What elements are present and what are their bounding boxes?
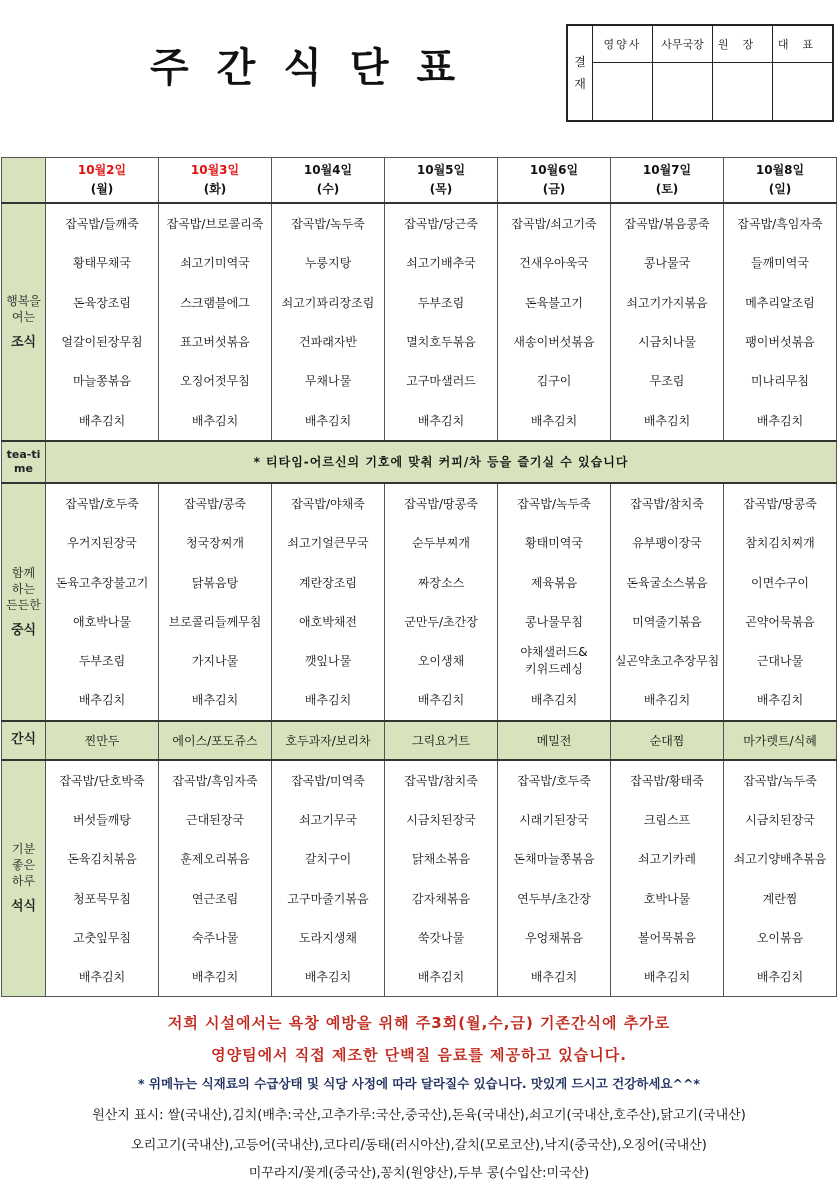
menu-item: 돈육불고기 xyxy=(498,283,611,322)
menu-item: 돈육장조림 xyxy=(46,283,159,322)
menu-item: 쇠고기가지볶음 xyxy=(611,283,724,322)
menu-item: 무조림 xyxy=(611,361,724,400)
menu-item: 볼어묵볶음 xyxy=(611,918,724,957)
menu-item: 누룽지탕 xyxy=(272,243,385,282)
date-cell: 10월5일 (목) xyxy=(385,158,498,204)
origin-line-2: 오리고기(국내산),고등어(국내산),코다리/동태(러시아산),갈치(모로코산),낙지(중국산),오징어(국내산) xyxy=(131,1138,707,1153)
menu-item: 쇠고기배추국 xyxy=(385,243,498,282)
menu-item: 잡곡밥/쇠고기죽 xyxy=(498,203,611,243)
menu-item: 유부팽이장국 xyxy=(611,523,724,562)
menu-item: 잡곡밥/야채죽 xyxy=(272,483,385,523)
menu-item: 황태무채국 xyxy=(46,243,159,282)
menu-item: 고구마줄기볶음 xyxy=(272,878,385,917)
approval-col-director[interactable]: 원장 xyxy=(713,26,773,120)
menu-item: 잡곡밥/흑임자죽 xyxy=(159,760,272,800)
menu-item: 배추김치 xyxy=(159,680,272,720)
menu-item: 잡곡밥/호두죽 xyxy=(498,760,611,800)
menu-item: 제육볶음 xyxy=(498,562,611,601)
menu-item: 근대된장국 xyxy=(159,800,272,839)
lunch-label: 함께 하는 든든한 중식 xyxy=(2,483,46,721)
menu-item: 배추김치 xyxy=(46,957,159,997)
menu-item: 잡곡밥/브로콜리죽 xyxy=(159,203,272,243)
menu-item: 잡곡밥/녹두죽 xyxy=(272,203,385,243)
menu-item: 짜장소스 xyxy=(385,562,498,601)
menu-item: 들깨미역국 xyxy=(724,243,837,282)
snack-item: 호두과자/보리차 xyxy=(272,721,385,760)
menu-item: 잡곡밥/미역죽 xyxy=(272,760,385,800)
dinner-row xyxy=(2,760,837,800)
menu-item: 쇠고기미역국 xyxy=(159,243,272,282)
menu-item: 우거지된장국 xyxy=(46,523,159,562)
snack-item: 순대찜 xyxy=(611,721,724,760)
origin-line-1: 원산지 표시: 쌀(국내산),김치(배추:국산,고추가루:국산,중국산),돈육(국내산),쇠고기(국내산,호주산),닭고기(국내산) xyxy=(92,1108,746,1123)
menu-item: 배추김치 xyxy=(385,680,498,720)
menu-item: 크림스프 xyxy=(611,800,724,839)
menu-item: 훈제오리볶음 xyxy=(159,839,272,878)
menu-item: 연두부/초간장 xyxy=(498,878,611,917)
menu-item: 오징어젓무침 xyxy=(159,361,272,400)
menu-item: 오이볶음 xyxy=(724,918,837,957)
menu-item: 배추김치 xyxy=(272,957,385,997)
menu-item: 배추김치 xyxy=(159,957,272,997)
snack-item: 찐만두 xyxy=(46,721,159,760)
menu-item: 돈육김치볶음 xyxy=(46,839,159,878)
menu-item: 배추김치 xyxy=(46,400,159,440)
menu-item: 순두부찌개 xyxy=(385,523,498,562)
menu-item: 브로콜리들께무침 xyxy=(159,602,272,641)
notice-line-3: * 위메뉴는 식재료의 수급상태 및 식당 사정에 따라 달라질수 있습니다. 맛있게 드시고 건강하세요^^* xyxy=(138,1076,700,1091)
approval-col-nutritionist[interactable]: 영양사 xyxy=(593,26,653,120)
menu-item: 청국장찌개 xyxy=(159,523,272,562)
menu-item: 배추김치 xyxy=(724,400,837,440)
menu-item: 근대나물 xyxy=(724,641,837,680)
menu-item: 시래기된장국 xyxy=(498,800,611,839)
menu-item: 버섯들깨탕 xyxy=(46,800,159,839)
menu-item: 새송이버섯볶음 xyxy=(498,322,611,361)
menu-item: 배추김치 xyxy=(385,957,498,997)
menu-item: 마늘쫑볶음 xyxy=(46,361,159,400)
teatime-label: tea-time xyxy=(2,441,46,483)
breakfast-row xyxy=(2,203,837,243)
menu-item: 배추김치 xyxy=(159,400,272,440)
teatime-row xyxy=(2,441,837,483)
snack-item: 에이스/포도쥬스 xyxy=(159,721,272,760)
menu-item: 잡곡밥/참치죽 xyxy=(385,760,498,800)
lunch-row xyxy=(2,641,837,680)
lunch-row xyxy=(2,483,837,523)
dinner-label: 기분 좋은 하루 석식 xyxy=(2,760,46,997)
date-cell: 10월3일 (화) xyxy=(159,158,272,204)
menu-item: 잡곡밥/참치죽 xyxy=(611,483,724,523)
breakfast-row xyxy=(2,243,837,282)
menu-item: 애호박나물 xyxy=(46,602,159,641)
menu-item: 고구마샐러드 xyxy=(385,361,498,400)
menu-item: 배추김치 xyxy=(724,680,837,720)
menu-item: 콩나물무침 xyxy=(498,602,611,641)
menu-item: 잡곡밥/흑임자죽 xyxy=(724,203,837,243)
menu-item: 시금치된장국 xyxy=(724,800,837,839)
menu-item: 건파래자반 xyxy=(272,322,385,361)
menu-item: 도라지생채 xyxy=(272,918,385,957)
menu-item: 배추김치 xyxy=(385,400,498,440)
menu-item: 잡곡밥/콩죽 xyxy=(159,483,272,523)
breakfast-row xyxy=(2,361,837,400)
menu-item: 멸치호두볶음 xyxy=(385,322,498,361)
menu-item: 잡곡밥/녹두죽 xyxy=(724,760,837,800)
menu-item: 돈육굴소스볶음 xyxy=(611,562,724,601)
menu-item: 배추김치 xyxy=(272,680,385,720)
menu-item: 메추리알조림 xyxy=(724,283,837,322)
menu-item: 쇠고기카레 xyxy=(611,839,724,878)
snack-item: 메밀전 xyxy=(498,721,611,760)
menu-item: 잡곡밥/호두죽 xyxy=(46,483,159,523)
menu-item: 배추김치 xyxy=(611,400,724,440)
weekly-menu-table xyxy=(1,157,837,997)
menu-item: 얼갈이된장무침 xyxy=(46,322,159,361)
date-cell: 10월6일 (금) xyxy=(498,158,611,204)
menu-item: 배추김치 xyxy=(498,400,611,440)
approval-box xyxy=(566,24,834,122)
menu-item: 미역줄기볶음 xyxy=(611,602,724,641)
menu-item: 쇠고기얼큰무국 xyxy=(272,523,385,562)
menu-item: 잡곡밥/들깨죽 xyxy=(46,203,159,243)
menu-item: 숙주나물 xyxy=(159,918,272,957)
menu-item: 무채나물 xyxy=(272,361,385,400)
menu-item: 잡곡밥/땅콩죽 xyxy=(724,483,837,523)
menu-item: 호박나물 xyxy=(611,878,724,917)
menu-item: 돈육고추장불고기 xyxy=(46,562,159,601)
menu-item: 청포묵무침 xyxy=(46,878,159,917)
menu-item: 오이생채 xyxy=(385,641,498,680)
menu-item: 배추김치 xyxy=(46,680,159,720)
notice-line-1: 저희 시설에서는 욕창 예방을 위해 주3회(월,수,금) 기존간식에 추가로 xyxy=(167,1014,671,1032)
notice-line-2: 영양팀에서 직접 제조한 단백질 음료를 제공하고 있습니다. xyxy=(211,1046,627,1064)
approval-col-ceo[interactable]: 대표 xyxy=(773,26,832,120)
menu-item: 계란찜 xyxy=(724,878,837,917)
menu-item: 참치김치찌개 xyxy=(724,523,837,562)
menu-item: 시금치나물 xyxy=(611,322,724,361)
menu-item: 쇠고기꽈리장조림 xyxy=(272,283,385,322)
menu-item: 스크램블에그 xyxy=(159,283,272,322)
menu-item: 잡곡밥/당근죽 xyxy=(385,203,498,243)
menu-item: 계란장조림 xyxy=(272,562,385,601)
menu-item: 실곤약초고추장무침 xyxy=(611,641,724,680)
menu-item: 표고버섯볶음 xyxy=(159,322,272,361)
page-title: 주간식단표 xyxy=(150,45,484,91)
date-header-row xyxy=(2,158,837,204)
lunch-row xyxy=(2,562,837,601)
menu-item: 미나리무침 xyxy=(724,361,837,400)
menu-item: 고춧잎무침 xyxy=(46,918,159,957)
menu-item: 닭채소볶음 xyxy=(385,839,498,878)
dinner-row xyxy=(2,918,837,957)
menu-item: 우엉채볶음 xyxy=(498,918,611,957)
menu-item: 닭볶음탕 xyxy=(159,562,272,601)
breakfast-row xyxy=(2,400,837,440)
menu-item: 돈채마늘쫑볶음 xyxy=(498,839,611,878)
date-cell: 10월4일 (수) xyxy=(272,158,385,204)
menu-item: 깻잎나물 xyxy=(272,641,385,680)
snack-item: 마가렛트/식혜 xyxy=(724,721,837,760)
menu-item: 연근조림 xyxy=(159,878,272,917)
menu-item: 김구이 xyxy=(498,361,611,400)
menu-item: 배추김치 xyxy=(498,680,611,720)
approval-label: 결 재 xyxy=(568,26,593,120)
menu-item: 배추김치 xyxy=(498,957,611,997)
date-cell: 10월8일 (일) xyxy=(724,158,837,204)
snack-item: 그릭요거트 xyxy=(385,721,498,760)
menu-item: 시금치된장국 xyxy=(385,800,498,839)
menu-item: 잡곡밥/녹두죽 xyxy=(498,483,611,523)
menu-item: 애호박채전 xyxy=(272,602,385,641)
breakfast-label: 행복을 여는 조식 xyxy=(2,203,46,441)
menu-item: 콩나물국 xyxy=(611,243,724,282)
approval-col-office-manager[interactable]: 사무국장 xyxy=(653,26,713,120)
snack-label: 간식 xyxy=(2,721,46,760)
dinner-row xyxy=(2,800,837,839)
menu-item: 가지나물 xyxy=(159,641,272,680)
corner-cell xyxy=(2,158,46,204)
breakfast-row xyxy=(2,322,837,361)
snack-row xyxy=(2,721,837,760)
menu-item: 군만두/초간장 xyxy=(385,602,498,641)
menu-item: 두부조림 xyxy=(46,641,159,680)
menu-item: 갈치구이 xyxy=(272,839,385,878)
menu-item: 곤약어묵볶음 xyxy=(724,602,837,641)
menu-item: 배추김치 xyxy=(272,400,385,440)
origin-line-3: 미꾸라지/꽃게(중국산),꽁치(원양산),두부 콩(수입산:미국산) xyxy=(248,1166,590,1181)
date-cell: 10월7일 (토) xyxy=(611,158,724,204)
dinner-row xyxy=(2,957,837,997)
menu-item: 잡곡밥/황태죽 xyxy=(611,760,724,800)
menu-item: 두부조림 xyxy=(385,283,498,322)
menu-item: 잡곡밥/땅콩죽 xyxy=(385,483,498,523)
menu-item: 건새우아욱국 xyxy=(498,243,611,282)
menu-item: 이면수구이 xyxy=(724,562,837,601)
menu-item: 감자채볶음 xyxy=(385,878,498,917)
menu-item: 황태미역국 xyxy=(498,523,611,562)
lunch-row xyxy=(2,680,837,720)
menu-item: 쇠고기무국 xyxy=(272,800,385,839)
menu-item: 쑥갓나물 xyxy=(385,918,498,957)
teatime-text: * 티타임-어르신의 기호에 맞춰 커피/차 등을 즐기실 수 있습니다 xyxy=(46,441,837,483)
date-cell: 10월2일 (월) xyxy=(46,158,159,204)
menu-item: 잡곡밥/단호박죽 xyxy=(46,760,159,800)
menu-item: 배추김치 xyxy=(611,957,724,997)
menu-item: 배추김치 xyxy=(724,957,837,997)
lunch-row xyxy=(2,523,837,562)
menu-item: 팽이버섯볶음 xyxy=(724,322,837,361)
lunch-row xyxy=(2,602,837,641)
menu-item: 야채샐러드& 키위드레싱 xyxy=(498,641,611,680)
menu-item: 잡곡밥/볶음콩죽 xyxy=(611,203,724,243)
breakfast-row xyxy=(2,283,837,322)
dinner-row xyxy=(2,839,837,878)
dinner-row xyxy=(2,878,837,917)
menu-item: 배추김치 xyxy=(611,680,724,720)
menu-item: 쇠고기양배추볶음 xyxy=(724,839,837,878)
